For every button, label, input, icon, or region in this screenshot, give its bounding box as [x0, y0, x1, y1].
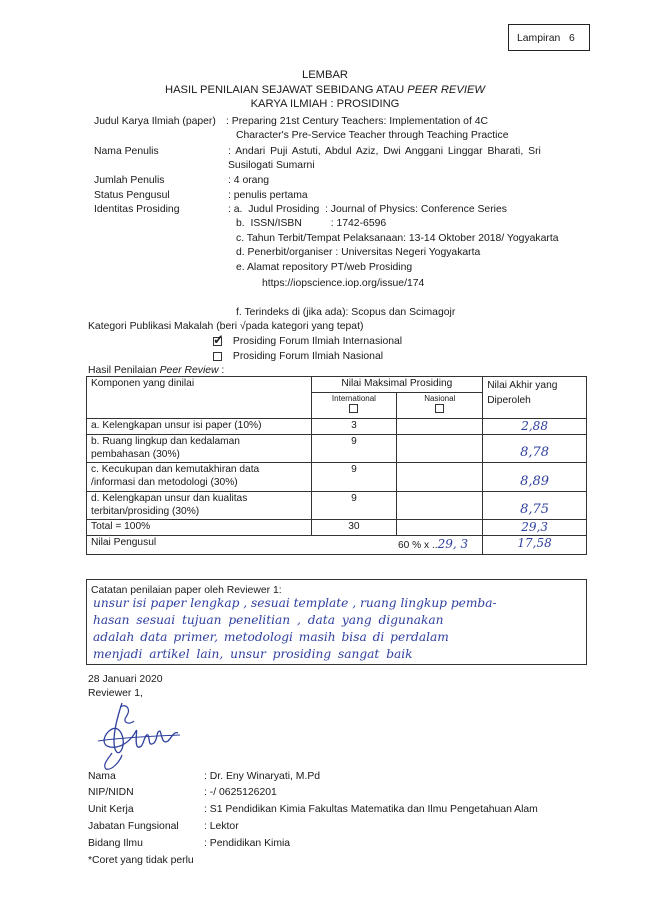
- pengusul-handwritten: 29, 3: [437, 537, 469, 552]
- total-label: Total = 100%: [87, 520, 312, 536]
- jumlah-label: Jumlah Penulis: [94, 175, 165, 186]
- score-table: [86, 376, 587, 555]
- pengusul-formula: 60 % x ..: [398, 540, 438, 552]
- bidang-value: : Pendidikan Kimia: [204, 838, 291, 849]
- judul-label: Judul Karya Ilmiah (paper): [94, 116, 216, 127]
- row-max: 9: [311, 463, 397, 492]
- lampiran-label: Lampiran 6: [517, 33, 575, 44]
- row-max: 9: [311, 434, 397, 463]
- identitas-label: Identitas Prosiding: [94, 204, 180, 215]
- header-line2: [0, 83, 650, 97]
- lampiran-box: [508, 24, 590, 51]
- signature-image: [92, 695, 184, 773]
- jabatan-label: Jabatan Fungsional: [88, 821, 179, 832]
- row-nas: [397, 434, 483, 463]
- check-mark-icon: ✓: [213, 331, 224, 347]
- total-nas: [397, 520, 483, 536]
- hasil-label-italic: Peer Review: [159, 365, 219, 376]
- checkbox-nasional[interactable]: [213, 352, 222, 361]
- identitas-e: e. Alamat repository PT/web Prosiding: [236, 262, 413, 273]
- penulis-line1: : Andari Puji Astuti, Abdul Aziz, Dwi Anggani Linggar Bharati, Sri: [228, 146, 541, 157]
- header-international: [311, 392, 397, 418]
- row-nas: [397, 463, 483, 492]
- row-label: a. Kelengkapan unsur isi paper (10%): [87, 418, 312, 434]
- pengusul-score: 17,58: [483, 536, 587, 555]
- header-line2-prefix: HASIL PENILAIAN SEJAWAT SEBIDANG ATAU: [165, 84, 408, 96]
- identitas-b: b. ISSN/ISBN : 1742-6596: [236, 218, 387, 229]
- row-score: 8,78: [483, 434, 587, 463]
- row-max: 3: [311, 418, 397, 434]
- unit-value: : S1 Pendidikan Kimia Fakultas Matematika dan Ilmu Pengetahuan Alam: [204, 804, 538, 815]
- identitas-d: d. Penerbit/organiser : Universitas Negeri Yogyakarta: [236, 247, 481, 258]
- identitas-a: : a. Judul Prosiding : Journal of Physics: Conference Series: [228, 204, 507, 215]
- unit-label: Unit Kerja: [88, 804, 134, 815]
- total-score: 29,3: [483, 520, 587, 536]
- header-international-label: International: [331, 393, 376, 403]
- penulis-label: Nama Penulis: [94, 146, 159, 157]
- row-max: 9: [311, 491, 397, 520]
- judul-line2: Character's Pre-Service Teacher through Teaching Practice: [236, 130, 509, 141]
- row-score: 8,89: [483, 463, 587, 492]
- hasil-label-suffix: :: [218, 365, 225, 376]
- nama-label: Nama: [88, 771, 116, 782]
- checkbox-internasional[interactable]: [213, 331, 224, 347]
- penulis-line2: Susilogati Sumarni: [228, 160, 315, 171]
- catatan-label: Catatan penilaian paper oleh Reviewer 1:: [91, 585, 282, 596]
- pengusul-label: Nilai Pengusul: [87, 536, 312, 555]
- header-nasional-label: Nasional: [424, 393, 456, 403]
- checkbox-nasional-col[interactable]: [435, 404, 444, 413]
- jumlah-value: : 4 orang: [228, 175, 270, 186]
- row-score: 8,75: [483, 491, 587, 520]
- table-row: [87, 418, 587, 434]
- date: 28 Januari 2020: [88, 674, 163, 685]
- row-label: c. Kecukupan dan kemutakhiran data /informasi dan metodologi (30%): [87, 463, 312, 492]
- header-line2-italic: PEER REVIEW: [407, 84, 485, 96]
- reviewer-label: Reviewer 1,: [88, 688, 143, 699]
- catatan-line3: adalah data primer, metodologi masih bisa di perdalam: [93, 630, 449, 644]
- kategori-opt2-label: Prosiding Forum Ilmiah Nasional: [232, 351, 384, 362]
- row-nas: [397, 418, 483, 434]
- kategori-opt1-label: Prosiding Forum Ilmiah Internasional: [232, 336, 403, 347]
- row-nas: [397, 491, 483, 520]
- catatan-line2: hasan sesuai tujuan penelitian , data yang digunakan: [93, 613, 444, 627]
- hasil-label-prefix: Hasil Penilaian: [88, 365, 160, 376]
- nama-value: : Dr. Eny Winaryati, M.Pd: [204, 771, 321, 782]
- table-header-row: [87, 377, 587, 393]
- bidang-label: Bidang Ilmu: [88, 838, 143, 849]
- judul-line1: : Preparing 21st Century Teachers: Implementation of 4C: [226, 116, 489, 127]
- identitas-url: https://iopscience.iop.org/issue/174: [262, 278, 425, 289]
- table-row: [87, 491, 587, 520]
- header-line3: KARYA ILMIAH : PROSIDING: [250, 98, 400, 110]
- table-pengusul-row: [87, 536, 587, 555]
- header-komponen: Komponen yang dinilai: [87, 377, 312, 419]
- pengusul-formula-cell: [311, 536, 483, 555]
- table-row: [87, 434, 587, 463]
- header-nilai-akhir: Nilai Akhir yang Diperoleh: [483, 377, 587, 419]
- checkbox-international-col[interactable]: [349, 404, 358, 413]
- row-label: b. Ruang lingkup dan kedalaman pembahasan (30%): [87, 434, 312, 463]
- table-row: [87, 463, 587, 492]
- table-total-row: [87, 520, 587, 536]
- catatan-line1: unsur isi paper lengkap , sesuai template , ruang lingkup pemba-: [93, 596, 497, 610]
- footnote: *Coret yang tidak perlu: [88, 855, 194, 866]
- jabatan-value: : Lektor: [204, 821, 239, 832]
- identitas-f: f. Terindeks di (jika ada): Scopus dan Scimagojr: [236, 307, 456, 318]
- catatan-line4: menjadi artikel lain, unsur prosiding sangat baik: [93, 647, 413, 661]
- nip-label: NIP/NIDN: [88, 787, 134, 798]
- kategori-label: Kategori Publikasi Makalah (beri √pada kategori yang tepat): [88, 321, 364, 332]
- status-value: : penulis pertama: [228, 190, 308, 201]
- catatan-box: [86, 579, 587, 665]
- total-max: 30: [311, 520, 397, 536]
- identitas-c: c. Tahun Terbit/Tempat Pelaksanaan: 13-14 Oktober 2018/ Yogyakarta: [236, 233, 559, 244]
- status-label: Status Pengusul: [94, 190, 170, 201]
- header-nilai-max: Nilai Maksimal Prosiding: [311, 377, 483, 393]
- row-label: d. Kelengkapan unsur dan kualitas terbitan/prosiding (30%): [87, 491, 312, 520]
- header-nasional: [397, 392, 483, 418]
- kategori-opt2: [213, 350, 383, 363]
- nip-value: : -/ 0625126201: [204, 787, 277, 798]
- header-line1: LEMBAR: [301, 69, 348, 81]
- kategori-opt1: [213, 331, 403, 348]
- row-score: 2,88: [483, 418, 587, 434]
